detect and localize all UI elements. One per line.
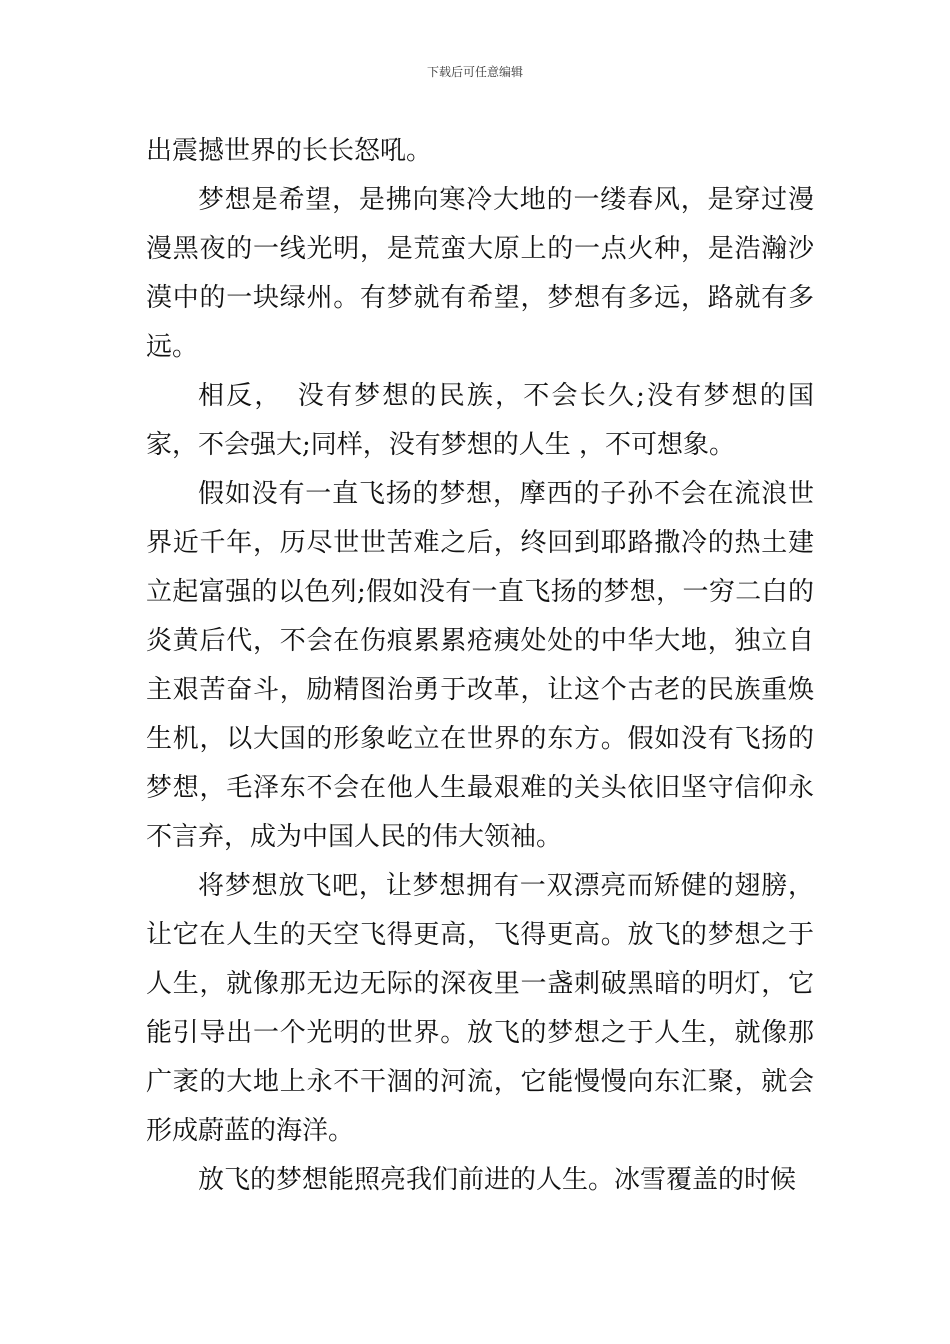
paragraph: 相反， 没有梦想的民族，不会长久;没有梦想的国家，不会强大;同样，没有梦想的人生 ，不可想象。	[146, 381, 814, 460]
paragraph-continuation: 出震撼世界的长长怒吼。	[146, 136, 433, 166]
paragraph: 放飞的梦想能照亮我们前进的人生。冰雪覆盖的时候	[198, 1165, 797, 1195]
paragraph: 将梦想放飞吧，让梦想拥有一双漂亮而矫健的翅膀，让它在人生的天空飞得更高，飞得更高。放飞的梦想之于人生，就像那无边无际的深夜里一盏刺破黑暗的明灯，它能引导出一个光明的世界。放飞的梦想之于人生，就像那广袤的大地上永不干涸的河流，它能慢慢向东汇聚，就会形成蔚蓝的海洋。	[146, 871, 814, 1146]
paragraph: 假如没有一直飞扬的梦想，摩西的子孙不会在流浪世界近千年，历尽世世苦难之后，终回到耶路撒冷的热土建立起富强的以色列;假如没有一直飞扬的梦想，一穷二白的炎黄后代，不会在伤痕累累疮痍处处的中华大地，独立自主艰苦奋斗，励精图治勇于改革，让这个古老的民族重焕生机，以大国的形象屹立在世界的东方。假如没有飞扬的梦想，毛泽东不会在他人生最艰难的关头依旧坚守信仰永不言弃，成为中国人民的伟大领袖。	[146, 479, 814, 852]
document-body	[146, 127, 814, 1205]
page-header: 下载后可任意编辑	[426, 65, 523, 79]
paragraph: 梦想是希望，是拂向寒冷大地的一缕春风，是穿过漫漫黑夜的一线光明，是荒蛮大原上的一点火种，是浩瀚沙漠中的一块绿州。有梦就有希望，梦想有多远，路就有多远。	[146, 185, 814, 362]
